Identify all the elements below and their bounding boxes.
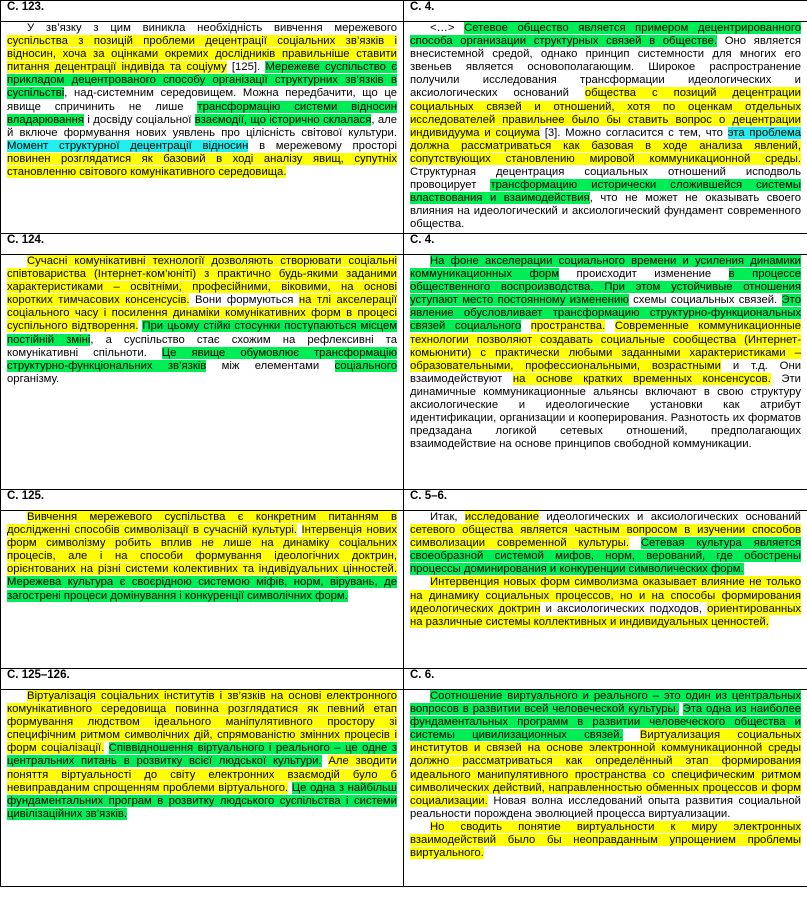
highlighted-text: сетевого общества является частным вопросом в изучении способов символизации современной культуры. xyxy=(410,524,801,550)
text-segment: Новая волна исследований опыта развития социальной реальности порождена эволюцией процесса виртуализации. xyxy=(410,794,801,820)
text-segment: и аксиологических подходов, xyxy=(540,602,708,615)
highlighted-text: Это явление обусловливает трансформацию структурно-функциональных связей социального xyxy=(410,294,801,333)
highlighted-text: суспільства з позицій проблеми децентрації соціальних зв’язків і відносин, хоча за оцінками окремих дослідників правильніше ставити питання децентрації індивіда та соціуму xyxy=(7,35,397,74)
text-segment xyxy=(623,729,640,741)
text-segment xyxy=(297,524,302,536)
right-page-ref: С. 4. xyxy=(404,234,807,255)
left-text-cell xyxy=(1,255,404,490)
text-paragraph xyxy=(410,22,801,232)
text-paragraph xyxy=(7,22,397,179)
highlighted-text: ориентированных на различные системы коллективных и индивидуальных ценностей. xyxy=(410,602,801,628)
left-text-cell xyxy=(1,690,404,887)
text-segment xyxy=(605,320,615,332)
highlighted-text: на основе кратких временных консенсусов. xyxy=(512,372,771,385)
text-segment: Эти динамичные коммуникационные альянсы включают в свою структуру аксиологические и идеологические установки как атрибут идентификации, организации и кооперирования. Разнотость их форматов предзадана логикой сетевых отношений, предполагающих взаимодействие на основе принципов свободной коммуникации. xyxy=(410,372,801,451)
table-row xyxy=(1,690,807,887)
highlighted-text: Соотношение виртуального и реального – это один из центральных вопросов в развитии всей человеческой культуры. xyxy=(410,690,801,716)
highlighted-text: трансформацию исторически сложившейся системы властвования и взаимодействия xyxy=(410,179,801,205)
text-segment: , а суспільство стає схожим на рефлексивні та комунікативні спільноти. xyxy=(7,333,397,359)
right-text-cell xyxy=(404,255,807,490)
text-segment: , але й включе формування нових уявлень про цілісність світової культури. xyxy=(7,113,397,139)
text-segment: в мережевому просторі xyxy=(248,139,397,152)
highlighted-text: Современные коммуникационные технологии позволяют создавать социальные сообщества (Интернет-комьюнити) с практически любыми заданными характеристиками – образовательными, профессиональными, возрастными xyxy=(410,320,801,372)
text-segment: , что не может не оказывать своего влияния на идеологический и аксиологический фундамент современного общества. xyxy=(410,192,801,231)
text-segment: , над-системним середовищем. Можна передбачити, що це явище спричинить не лише xyxy=(7,87,397,113)
highlighted-text: в процессе общественного воспроизводства. При этом устойчивые отношения уступают место постоянному изменению xyxy=(410,268,802,307)
text-paragraph xyxy=(7,255,397,386)
highlighted-text: Сетевое общество является примером децентрированного способа организации структурных связей в обществе. xyxy=(410,22,801,48)
right-page-ref: С. 6. xyxy=(404,669,807,690)
highlighted-text: Сетевая культура является своеобразной системой мифов, норм, верований, где обострены процессы доминирования и конкуренции символических форм. xyxy=(410,537,801,576)
text-segment: У зв’язку з цим виникла необхідність вивчення мережевого xyxy=(27,22,397,34)
highlighted-text: исследование xyxy=(464,511,539,523)
left-page-ref: С. 123. xyxy=(1,1,404,22)
text-segment: Оно является внесистемной средой, однако принцип системности для многих его звеньев является основополагающим. Широкое распространение получили исследования трансформации идеологических и аксиологических оснований xyxy=(410,35,801,100)
table-row xyxy=(1,1,807,22)
highlighted-text: При цьому стійкі стосунки поступаються місцем постійній зміні xyxy=(7,320,398,346)
highlighted-text: общества с позиций децентрации социальных связей и отношений, хотя по оценкам отдельных исследователей правильнее было бы ставить вопрос о децентрации индивидуума и социума xyxy=(410,87,801,139)
text-segment: идеологических и аксиологических оснований xyxy=(538,511,801,523)
text-paragraph xyxy=(7,690,397,821)
text-segment: організму. xyxy=(7,372,60,385)
highlighted-text: Це одна з найбільш фундаментальних програм в розвитку людського суспільства і системи цивілізаційних зв’язків. xyxy=(7,781,397,820)
text-segment: происходит изменение xyxy=(559,268,729,281)
highlighted-text: взаємодії, що історично склалася xyxy=(194,113,372,126)
highlighted-text: должна рассматриваться как базовая в ходе анализа явлений, сопутствующих становлению мировой коммуникационной среды. xyxy=(410,139,801,165)
table-row xyxy=(1,490,807,511)
right-text-cell xyxy=(404,22,807,234)
text-segment: <…> xyxy=(430,22,465,34)
text-segment: між елементами xyxy=(206,359,335,372)
highlighted-text: Мережеве суспільство є прикладом децентрованого способу організації структурних зв’язків в суспільстві xyxy=(7,61,397,100)
highlighted-text: соціального xyxy=(334,359,397,372)
left-text-cell xyxy=(1,22,404,234)
text-paragraph xyxy=(410,255,801,451)
highlighted-text: Віртуалізація соціальних інститутів і зв’язків на основі електронного комунікативного середовища повинна розглядатися як певний етап формування людством ідеального маніпулятивного простору зі специфічним ритмом символічних дій, спрямованістю змінних процесів і форм соціалізації. xyxy=(7,690,397,755)
text-paragraph xyxy=(410,511,801,576)
text-paragraph xyxy=(410,576,801,628)
left-page-ref: С. 124. xyxy=(1,234,404,255)
text-paragraph xyxy=(7,511,397,603)
table-row xyxy=(1,669,807,690)
table-row xyxy=(1,234,807,255)
right-page-ref: С. 4. xyxy=(404,1,807,22)
right-page-ref: С. 5–6. xyxy=(404,490,807,511)
highlighted-text: трансформацію системи відносин владарювання xyxy=(7,100,397,126)
highlighted-text: Виртуализация социальных институтов и связей на основе электронной коммуникационной среды должно рассматриваться как определённый этап формирования идеального манипулятивного пространства со специфическим ритмом символических действий, направленностью обменных процессов и форм социализации. xyxy=(410,729,801,807)
text-segment: [125]. xyxy=(226,61,266,74)
text-segment: Структурная децентрация социальных отношений исподволь провоцирует xyxy=(410,166,801,192)
highlighted-text: Момент структурної децентрації відносин xyxy=(7,139,249,152)
right-text-cell xyxy=(404,690,807,887)
left-page-ref: С. 125. xyxy=(1,490,404,511)
highlighted-text: Мережева культура є своєрідною системою міфів, норм, вірувань, де загострені процеси домінування і конкуренції символічних форм. xyxy=(7,576,397,602)
highlighted-text: Эта одна из наиболее фундаментальных программ в развитии человеческого общества и системы цивилизационных связей. xyxy=(410,703,802,742)
highlighted-text: на тлі акселерації соціального часу і посилення динаміки комунікативних форм в процесі суспільного відтворення. xyxy=(7,294,397,333)
text-segment: схемы социальных связей. xyxy=(628,294,782,307)
table-row xyxy=(1,255,807,490)
highlighted-text: Але зводити поняття віртуальності до світу електронних взаємодій було б невиправданим спрощенням проблеми віртуального. xyxy=(7,755,397,794)
text-segment xyxy=(521,320,531,332)
text-paragraph xyxy=(410,690,801,821)
right-text-cell xyxy=(404,511,807,669)
table-row xyxy=(1,22,807,234)
text-segment: и т.д. Они взаимодействуют xyxy=(410,359,801,385)
text-segment: Вони формуються xyxy=(189,294,299,307)
highlighted-text: Вивчення мережевого суспільства є конкретним питанням в дослідженні способів символізації в сучасній культурі. xyxy=(7,511,397,537)
text-segment xyxy=(629,537,641,549)
highlighted-text: Интервенция новых форм символизма оказывает влияние не только на динамику социальных процессов, но и на способы формирования идеологических доктрин xyxy=(410,576,801,615)
highlighted-text: На фоне акселерации социального времени и усиления динамики коммуникационных форм xyxy=(410,255,801,281)
text-segment: [3]. Можно согласится с тем, что xyxy=(539,126,728,139)
text-segment: і досвіду соціальної xyxy=(84,113,195,126)
highlighted-text: Сучасні комунікативні технології дозволяють створювати соціальні співтовариства (Інтернет-ком’юніті) з практично будь-якими заданими характеристиками – освітніми, професійними, віковими, на основі коротких тимчасових консенсусів. xyxy=(7,255,397,307)
highlighted-text: Но сводить понятие виртуальности к миру электронных взаимодействий было бы неоправданным упрощением проблемы виртуального. xyxy=(410,820,801,860)
highlighted-text: Співвідношення віртуального і реального – це одне з центральних питань в розвитку всієї людської культури. xyxy=(7,742,397,768)
highlighted-text: Це явище обумовлює трансформацію структурно-функціональних зв’язків xyxy=(7,346,398,372)
highlighted-text: эта проблема xyxy=(727,126,801,139)
highlighted-text: Інтервенція нових форм символізму робить вплив не лише на динаміку соціальних процесів, але і на способи формування ідеологічних доктрин, орієнтованих на різні системи колективних та індивідуальних цінностей. xyxy=(7,524,397,576)
text-segment: Итак, xyxy=(430,511,465,523)
highlighted-text: повинен розглядатися як базовий в ході аналізу явищ, супутніх становленню світового комунікативного середовища. xyxy=(7,152,397,179)
table-row xyxy=(1,511,807,669)
left-text-cell xyxy=(1,511,404,669)
left-page-ref: С. 125–126. xyxy=(1,669,404,690)
text-paragraph xyxy=(410,821,801,860)
highlighted-text: пространства. xyxy=(530,320,606,333)
